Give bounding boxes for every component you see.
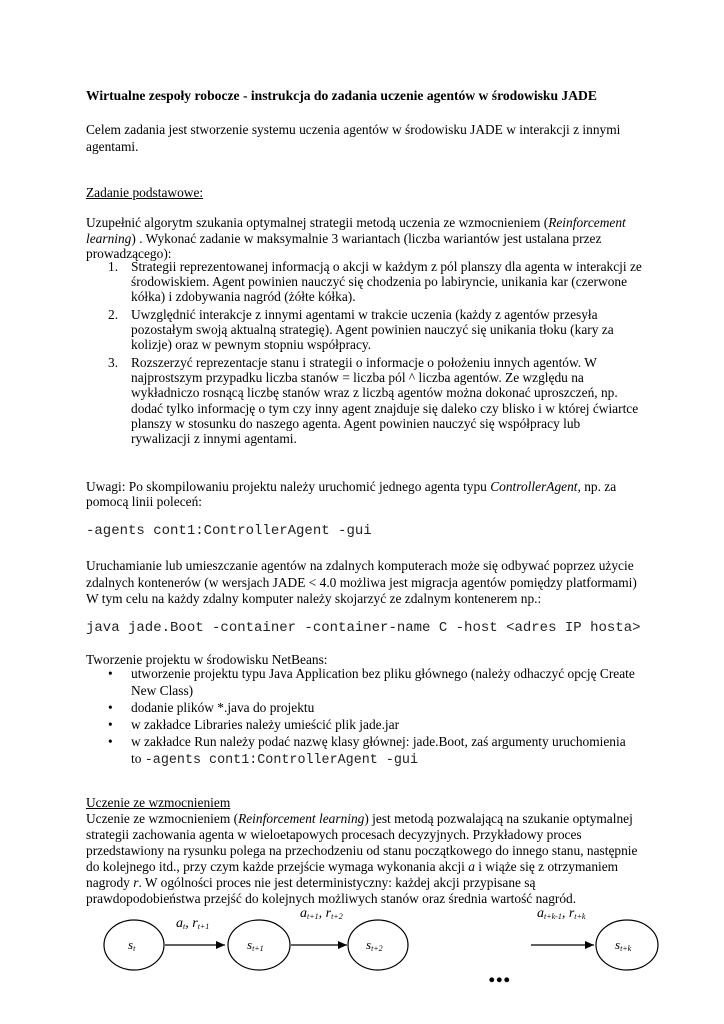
basic-task-line-2: learning) . Wykonać zadanie w maksymalnie 3 wariantach (liczba wariantów jest ustalana przez — [86, 231, 602, 246]
state-transition-diagram — [0, 900, 724, 1024]
rl-line-2: strategii zachowania agenta w wieloetapowych procesach decyzyjnych. Przykładowy proces — [86, 827, 582, 842]
svg-text:st+2: st+2 — [366, 937, 383, 953]
state-node-0 — [104, 920, 164, 970]
transition-label-2: at+1, rt+2 — [300, 906, 343, 921]
diagram-ellipsis: ... — [488, 956, 511, 989]
list-item: 1. Strategii reprezentowanej informacją o akcji w każdym z pól planszy dla agenta w interakcji ze środowiskiem. Agent powinien nauczyć się chodzenia po labiryncie, unikania kar (czerwone kółka) i zdobywania nagród (żółte kółka). — [108, 259, 642, 305]
state-node-1 — [228, 920, 290, 970]
rl-line-1: Uczenie ze wzmocnieniem (Reinforcement learning) jest metodą pozwalającą na szukanie optymalnej — [86, 811, 633, 826]
list-item: 3. Rozszerzyć reprezentacje stanu i strategii o informacje o położeniu innych agentów. W najprostszym przypadku liczba stanów = liczba pól ^ liczba agentów. Ze względu na wykładniczo rosnącą liczbę stanów wraz z liczbą agentów można dokonać uproszczeń, np. dodać tylko informację o tym czy inny agent znajduje się daleko czy blisko i w której ćwiartce planszy w stosunku do naszego agenta. Agent powinien nauczyć się współpracy lub rywalizacji z innymi agentami. — [108, 355, 639, 447]
remote-line-1: Uruchamianie lub umieszczanie agentów na zdalnych komputerach może się odbywać poprzez użycie — [86, 558, 634, 573]
rl-line-5: nagrody r. W ogólności proces nie jest deterministyczny: każdej akcji przypisane są — [86, 875, 536, 890]
rl-heading: Uczenie ze wzmocnieniem — [86, 795, 231, 810]
basic-task-heading: Zadanie podstawowe: — [86, 185, 204, 200]
remote-line-2: zdalnych kontenerów (w wersjach JADE < 4.0 możliwa jest migracja agentów pomiędzy platformami) — [86, 575, 637, 590]
command-agents: -agents cont1:ControllerAgent -gui — [86, 523, 372, 539]
svg-text:st+1: st+1 — [247, 937, 264, 953]
rl-line-6: prawdopodobieństwa przejść do kolejnych możliwych stanów oraz średnia wartość nagród. — [86, 891, 577, 906]
command-container: java jade.Boot -container -container-name C -host <adres IP hosta> — [86, 620, 641, 636]
svg-text:st+k: st+k — [615, 937, 632, 953]
list-item: • utworzenie projektu typu Java Application bez pliku głównego (należy odhaczyć opcję Create New Class) — [108, 666, 635, 698]
list-item: • w zakładce Libraries należy umieścić plik jade.jar — [108, 717, 400, 732]
basic-task-line-1: Uzupełnić algorytm szukania optymalnej strategii metodą uczenia ze wzmocnieniem (Reinforcement — [86, 215, 626, 230]
svg-text:st: st — [128, 937, 136, 953]
netbeans-steps-list — [86, 665, 642, 769]
remote-line-3: W tym celu na każdy zdalny komputer należy skojarzyć ze zdalnym kontenerem np.: — [86, 591, 542, 606]
intro-line-2: agentami. — [86, 139, 139, 154]
intro-line-1: Celem zadania jest stworzenie systemu uczenia agentów w środowisku JADE w interakcji z innymi — [86, 122, 621, 137]
list-item: • dodanie plików *.java do projektu — [108, 700, 315, 715]
transition-label-3: at+k-1, rt+k — [537, 906, 586, 921]
state-node-3 — [596, 920, 658, 970]
list-item: 2. Uwzględnić interakcje z innymi agentami w trakcie uczenia (każdy z agentów przesyła pozostałym swoją aktualną strategię). Agent powinien nauczyć się unikania tłoku (kary za kolizje) oraz w pewnym stopniu współpracy. — [108, 307, 614, 353]
page-title: Wirtualne zespoły robocze - instrukcja do zadania uczenie agentów w środowisku JADE — [86, 88, 597, 103]
notes-line-2: pomocą linii poleceń: — [86, 494, 203, 509]
state-node-2 — [348, 920, 408, 970]
rl-line-4: do kolejnego itd., przy czym każde przejście wymaga wykonania akcji a i wiąże się z otrzymaniem — [86, 859, 619, 874]
notes-line-1: Uwagi: Po skompilowaniu projektu należy uruchomić jednego agenta typu ControllerAgent, np. za — [86, 479, 617, 494]
transition-label-1: at, rt+1 — [176, 916, 210, 931]
list-item: • w zakładce Run należy podać nazwę klasy głównej: jade.Boot, zaś argumenty uruchomienia to -agents cont1:ControllerAgent -gui — [108, 734, 626, 768]
basic-task-line-3: prowadzącego): — [86, 246, 172, 261]
netbeans-heading: Tworzenie projektu w środowisku NetBeans: — [86, 652, 328, 667]
rl-line-3: przedstawiony na rysunku polega na przechodzeniu od stanu początkowego do innego stanu, następnie — [86, 843, 638, 858]
task-variants-list — [86, 259, 642, 448]
